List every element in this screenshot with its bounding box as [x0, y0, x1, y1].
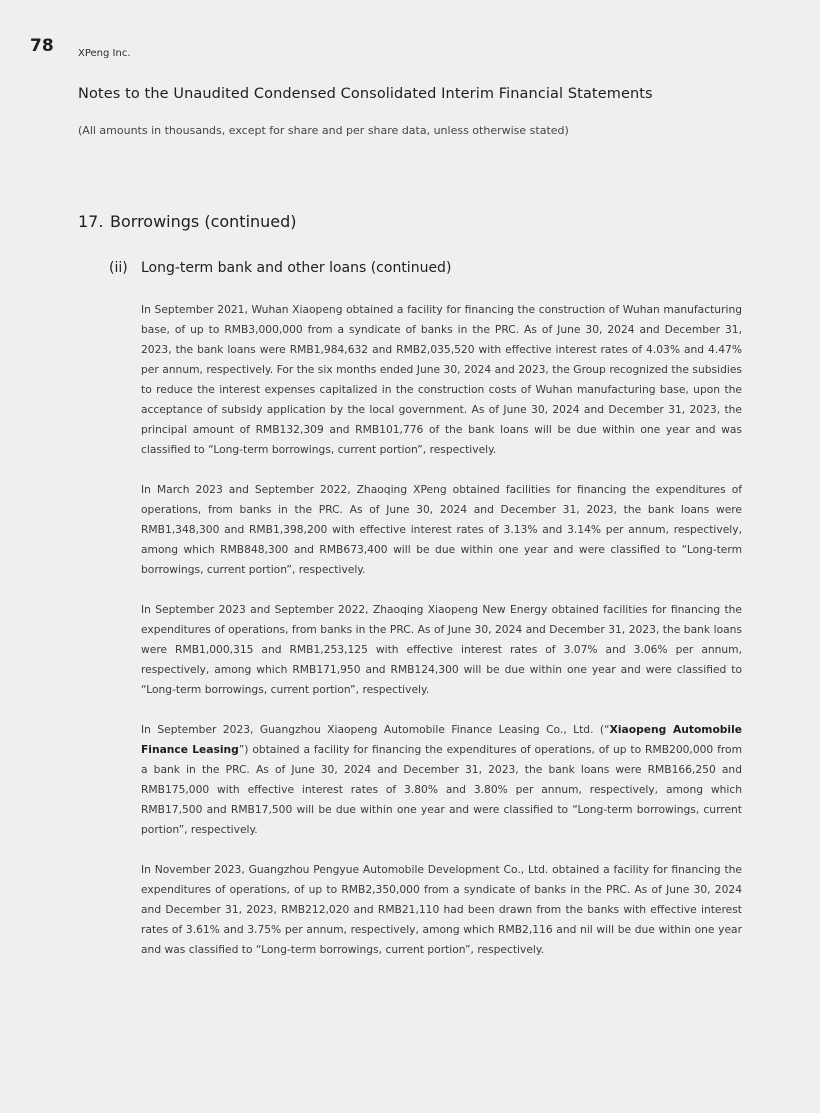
paragraph-wuhan: In September 2021, Wuhan Xiaopeng obtained a facility for financing the construction of Wuhan manufacturing base, of up to RMB3,000,000 from a syndicate of banks in the PRC. As of June 30, 2024 and December 31, 2023, the bank loans were RMB1,984,632 and RMB2,035,520 with effective interest rates of 4.03% and 4.47% per annum, respectively. For the six months ended June 30, 2024 and 2023, the Group recognized the subsidies to reduce the interest expenses capitalized in the construction costs of Wuhan manufacturing base, upon the acceptance of subsidy application by the local government. As of June 30, 2024 and December 31, 2023, the principal amount of RMB132,309 and RMB101,776 of the bank loans will be due within one year and was classified to “Long-term borrowings, current portion”, respectively.	[141, 303, 742, 456]
paragraph-zhaoqing-xpeng: In March 2023 and September 2022, Zhaoqing XPeng obtained facilities for financing the expenditures of operations, from banks in the PRC. As of June 30, 2024 and December 31, 2023, the bank loans were RMB1,348,300 and RMB1,398,200 with effective interest rates of 3.13% and 3.14% per annum, respectively, among which RMB848,300 and RMB673,400 will be due within one year and were classified to “Long-term borrowings, current portion”, respectively.	[141, 483, 742, 576]
subsection-title: Long-term bank and other loans (continued)	[141, 260, 452, 276]
company-name: XPeng Inc.	[78, 48, 131, 59]
subsection-number: (ii)	[109, 260, 128, 276]
defined-term: Xiaopeng Automobile Finance Leasing	[141, 723, 743, 756]
notes-body	[141, 300, 742, 980]
paragraph-zhaoqing-new-energy: In September 2023 and September 2022, Zhaoqing Xiaopeng New Energy obtained facilities for financing the expenditures of operations, from banks in the PRC. As of June 30, 2024 and December 31, 2023, the bank loans were RMB1,000,315 and RMB1,253,125 with effective interest rates of 3.07% and 3.06% per annum, respectively, among which RMB171,950 and RMB124,300 will be due within one year and were classified to “Long-term borrowings, current portion”, respectively.	[141, 603, 742, 696]
section-heading	[78, 212, 297, 231]
paragraph-pengyue: In November 2023, Guangzhou Pengyue Automobile Development Co., Ltd. obtained a facility for financing the expenditures of operations, of up to RMB2,350,000 from a syndicate of banks in the PRC. As of June 30, 2024 and December 31, 2023, RMB212,020 and RMB21,110 had been drawn from the banks with effective interest rates of 3.61% and 3.75% per annum, respectively, among which RMB2,116 and nil will be due within one year and was classified to “Long-term borrowings, current portion”, respectively.	[141, 863, 742, 956]
paragraph-finance-leasing-intro: In September 2023, Guangzhou Xiaopeng Automobile Finance Leasing Co., Ltd. (“	[141, 723, 610, 736]
page-number: 78	[30, 36, 54, 56]
section-title: Borrowings (continued)	[110, 212, 297, 231]
paragraph-finance-leasing-rest: ”) obtained a facility for financing the expenditures of operations, of up to RMB200,000 from a bank in the PRC. As of June 30, 2024 and December 31, 2023, the bank loans were RMB166,250 and RMB175,000 with effective interest rates of 3.80% and 3.80% per annum, respectively, among which RMB17,500 and RMB17,500 will be due within one year and were classified to “Long-term borrowings, current portion”, respectively.	[141, 743, 742, 836]
section-number: 17.	[78, 212, 104, 231]
subsection-heading	[109, 260, 451, 276]
amount-note: (All amounts in thousands, except for share and per share data, unless otherwise stated)	[78, 124, 569, 137]
paragraph-finance-leasing	[141, 720, 742, 840]
document-title: Notes to the Unaudited Condensed Consolidated Interim Financial Statements	[78, 86, 653, 102]
